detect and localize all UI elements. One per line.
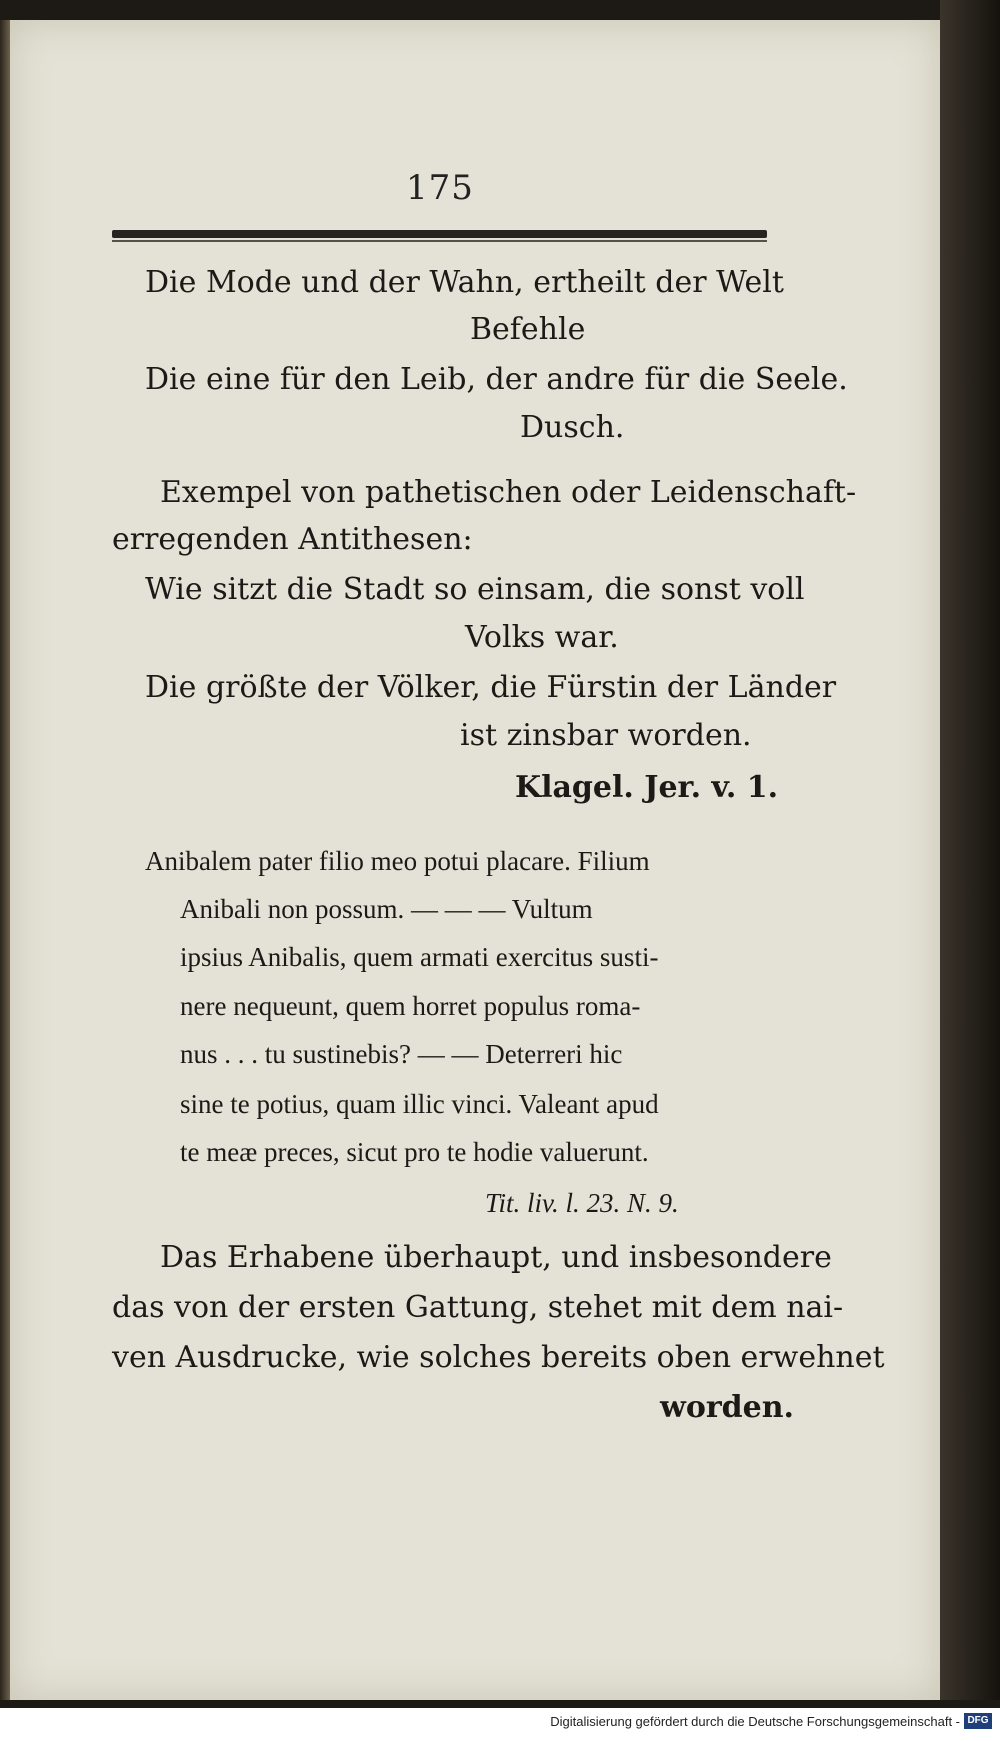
text-line: Die größte der Völker, die Fürstin der Länder [145, 670, 837, 705]
latin-line: nus . . . tu sustinebis? — — Deterreri hic [180, 1039, 623, 1069]
latin-line: Anibali non possum. — — — Vultum [180, 894, 593, 924]
text-line: worden. [660, 1390, 794, 1425]
latin-line: sine te potius, quam illic vinci. Valeant apud [180, 1089, 659, 1119]
text-line: Exempel von pathetischen oder Leidenschaft- [160, 475, 857, 510]
citation-klagel: Klagel. Jer. v. 1. [515, 770, 779, 805]
text-line: Das Erhabene überhaupt, und insbesondere [160, 1240, 832, 1275]
header-rule-thin [112, 240, 767, 242]
latin-line: Anibalem pater filio meo potui placare. Filium [145, 846, 650, 876]
text-line: Die eine für den Leib, der andre für die Seele. [145, 362, 848, 397]
latin-line: nere nequeunt, quem horret populus roma- [180, 991, 641, 1021]
page-number: 175 [406, 168, 474, 208]
dfg-logo: DFG [964, 1713, 992, 1729]
latin-line: te meæ preces, sicut pro te hodie valuerunt. [180, 1137, 649, 1167]
text-line: erregenden Antithesen: [112, 522, 473, 557]
text-line: Die Mode und der Wahn, ertheilt der Welt [145, 265, 784, 300]
header-rule [112, 230, 767, 238]
text-line: Befehle [470, 312, 586, 347]
text-line: Wie sitzt die Stadt so einsam, die sonst voll [145, 572, 805, 607]
book-cover-edge [940, 0, 1000, 1700]
latin-line: ipsius Anibalis, quem armati exercitus susti- [180, 942, 659, 972]
text-line: ven Ausdrucke, wie solches bereits oben erwehnet [112, 1340, 885, 1375]
text-line: Dusch. [520, 410, 625, 445]
citation-livius: Tit. liv. l. 23. N. 9. [485, 1188, 679, 1218]
footer-credit: Digitalisierung gefördert durch die Deutsche Forschungsgemeinschaft - [550, 1714, 960, 1729]
text-line: Volks war. [465, 620, 619, 655]
text-line: das von der ersten Gattung, stehet mit dem nai- [112, 1290, 844, 1325]
text-line: ist zinsbar worden. [460, 718, 752, 753]
